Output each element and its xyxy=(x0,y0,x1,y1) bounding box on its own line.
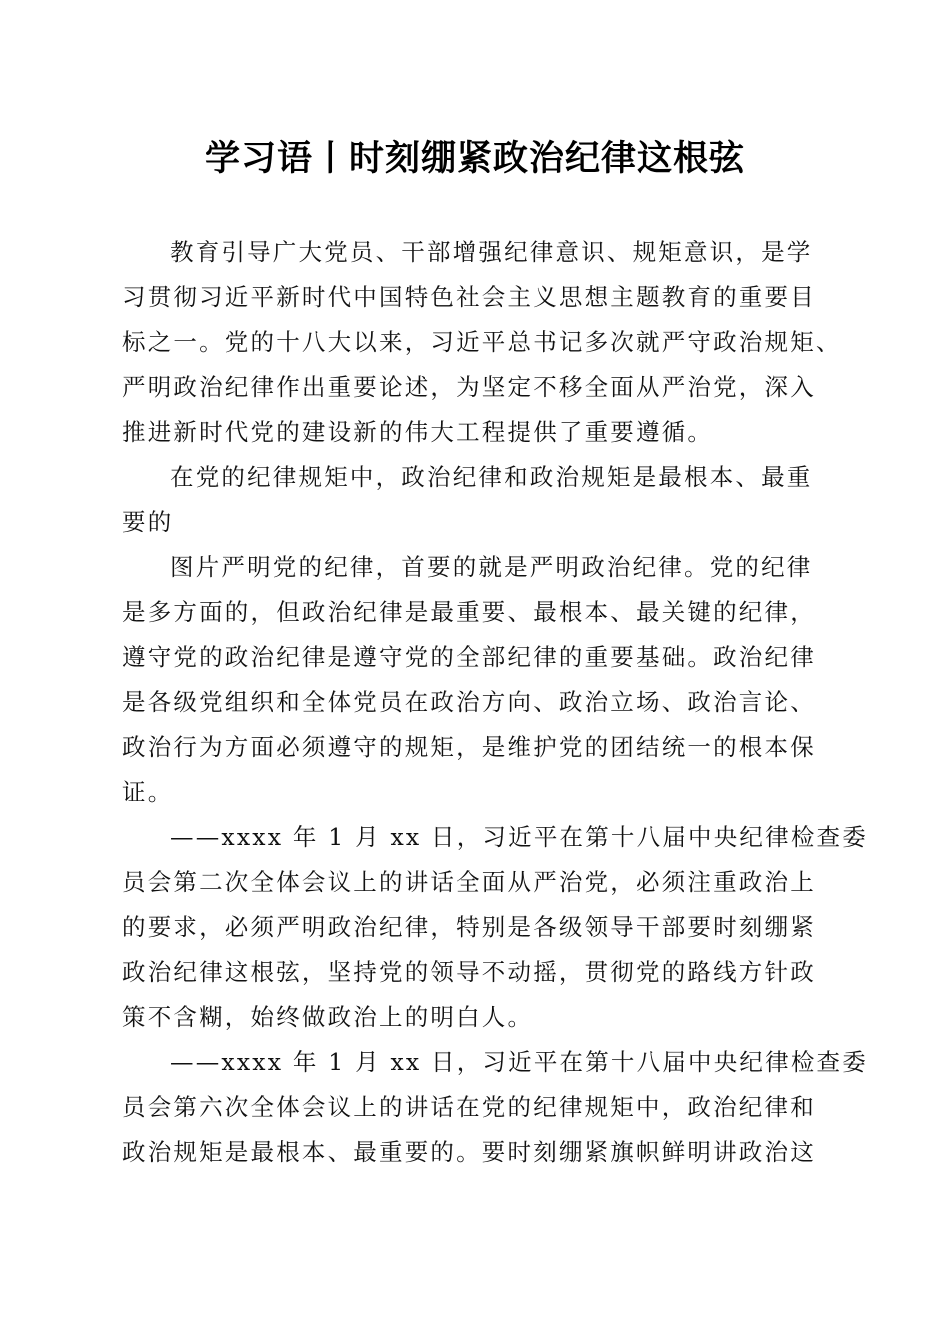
body-line: 的要求，必须严明政治纪律，特别是各级领导干部要时刻绷紧 xyxy=(122,913,816,941)
document-body xyxy=(122,230,868,1175)
body-line: 员会第六次全体会议上的讲话在党的纪律规矩中，政治纪律和 xyxy=(122,1093,816,1121)
body-line: 策不含糊，始终做政治上的明白人。 xyxy=(122,1003,534,1031)
body-line: 标之一。党的十八大以来，习近平总书记多次就严守政治规矩、 xyxy=(122,328,842,356)
body-line: 是各级党组织和全体党员在政治方向、政治立场、政治言论、 xyxy=(122,688,816,716)
body-line: 推进新时代党的建设新的伟大工程提供了重要遵循。 xyxy=(122,418,714,446)
body-line: 要的 xyxy=(122,508,174,536)
body-line: 政治纪律这根弦，坚持党的领导不动摇，贯彻党的路线方针政 xyxy=(122,958,816,986)
body-line: 政治行为方面必须遵守的规矩，是维护党的团结统一的根本保 xyxy=(122,733,816,761)
body-line: 严明政治纪律作出重要论述，为坚定不移全面从严治党，深入 xyxy=(122,373,816,401)
body-line: 习贯彻习近平新时代中国特色社会主义思想主题教育的重要目 xyxy=(122,283,816,311)
body-line: 员会第二次全体会议上的讲话全面从严治党，必须注重政治上 xyxy=(122,868,816,896)
body-line: 政治规矩是最根本、最重要的。要时刻绷紧旗帜鲜明讲政治这 xyxy=(122,1138,816,1166)
body-line: 在党的纪律规矩中，政治纪律和政治规矩是最根本、最重 xyxy=(170,463,813,491)
body-line: 证。 xyxy=(122,778,174,806)
body-line: 遵守党的政治纪律是遵守党的全部纪律的重要基础。政治纪律 xyxy=(122,643,816,671)
body-line: 图片严明党的纪律，首要的就是严明政治纪律。党的纪律 xyxy=(170,553,813,581)
body-line: 教育引导广大党员、干部增强纪律意识、规矩意识，是学 xyxy=(170,238,813,266)
body-line: 是多方面的，但政治纪律是最重要、最根本、最关键的纪律， xyxy=(122,598,816,626)
body-line: ——xxxx 年 1 月 xx 日，习近平在第十八届中央纪律检查委 xyxy=(170,1048,868,1076)
body-line: ——xxxx 年 1 月 xx 日，习近平在第十八届中央纪律检查委 xyxy=(170,823,868,851)
document-title: 学习语丨时刻绷紧政治纪律这根弦 xyxy=(204,138,745,179)
